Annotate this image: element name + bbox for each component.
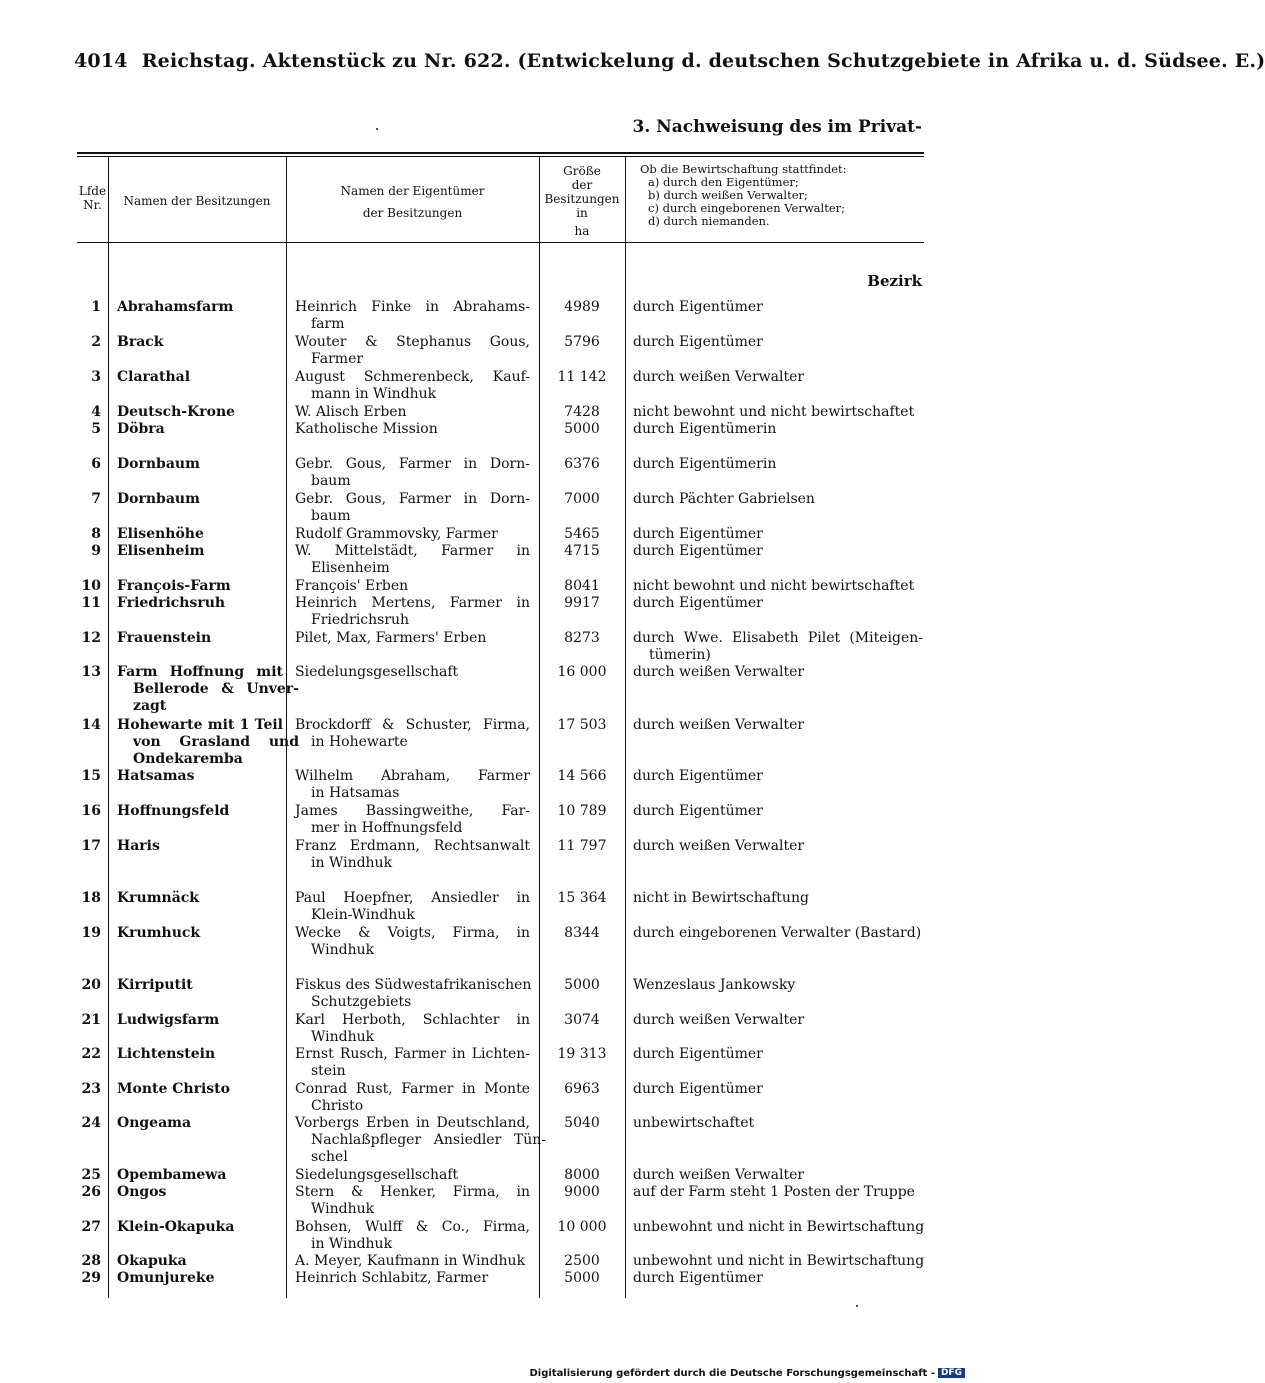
owner-name-line: W. Mittelstädt, Farmer in (295, 543, 530, 559)
management-status (633, 456, 933, 473)
owner-name-line: Nachlaßpfleger Ansiedler Tün- (311, 1132, 546, 1148)
management-line: durch Pächter Gabrielsen (633, 491, 815, 507)
owner-name (295, 1270, 535, 1287)
owner-name-line: Wilhelm Abraham, Farmer (295, 768, 530, 784)
row-number: 13 (81, 664, 101, 680)
size-ha: 10 789 (557, 803, 607, 819)
property-name-line: Ondekaremba (133, 751, 243, 767)
management-line: durch Eigentümer (633, 595, 763, 611)
owner-name-line: Ernst Rusch, Farmer in Lichten- (295, 1046, 530, 1062)
property-name-line: Hatsamas (117, 768, 195, 784)
management-status (633, 1012, 933, 1029)
management-line: durch Eigentümerin (633, 421, 777, 437)
owner-name (295, 1012, 535, 1046)
owner-name (295, 491, 535, 525)
table-top-rule-thin (77, 156, 924, 157)
row-number: 7 (91, 491, 101, 507)
owner-name-line: Windhuk (311, 942, 375, 958)
owner-name (295, 977, 535, 1011)
management-line: durch Eigentümer (633, 543, 763, 559)
property-name-line: Monte Christo (117, 1081, 230, 1097)
owner-name (295, 1167, 535, 1184)
management-status (633, 803, 933, 820)
management-status (633, 838, 933, 855)
management-line: durch Eigentümer (633, 1270, 763, 1286)
owner-name-line: A. Meyer, Kaufmann in Windhuk (295, 1253, 526, 1269)
owner-name-line: Gebr. Gous, Farmer in Dorn- (295, 456, 530, 472)
property-name-line: Friedrichsruh (117, 595, 226, 611)
management-status (633, 925, 933, 942)
owner-name-line: Christo (311, 1098, 364, 1114)
header-size: Größe der Besitzungen in ha (544, 164, 620, 238)
owner-name-line: Franz Erdmann, Rechtsanwalt (295, 838, 530, 854)
owner-name-line: Windhuk (311, 1201, 375, 1217)
management-line: unbewirtschaftet (633, 1115, 755, 1131)
owner-name-line: Siedelungsgesellschaft (295, 1167, 459, 1183)
size-ha: 2500 (564, 1253, 600, 1269)
owner-name (295, 299, 535, 333)
row-number: 6 (91, 456, 101, 472)
management-line: durch Eigentümer (633, 526, 763, 542)
owner-name (295, 1115, 546, 1166)
row-number: 17 (81, 838, 101, 854)
owner-name (295, 630, 535, 647)
property-name-line: Okapuka (117, 1253, 187, 1269)
header-owner: Namen der Eigentümer der Besitzungen (340, 184, 485, 220)
management-status (633, 1219, 933, 1236)
property-name-line: Haris (117, 838, 160, 854)
owner-name-line: schel (311, 1149, 348, 1165)
management-line: durch Eigentümer (633, 299, 763, 315)
management-line: durch eingeborenen Verwalter (Bastard) (633, 925, 922, 941)
owner-name-line: Friedrichsruh (311, 612, 410, 628)
owner-name-line: Heinrich Mertens, Farmer in (295, 595, 530, 611)
row-number: 25 (81, 1167, 101, 1183)
size-ha: 8273 (564, 630, 600, 646)
owner-name (295, 717, 535, 751)
owner-name-line: Siedelungsgesellschaft (295, 664, 459, 680)
property-name-line: François-Farm (117, 578, 231, 594)
row-number: 14 (81, 717, 101, 733)
property-name-line: Ongos (117, 1184, 167, 1200)
size-ha: 5040 (564, 1115, 600, 1131)
size-ha: 14 566 (557, 768, 607, 784)
owner-name-line: Wecke & Voigts, Firma, in (295, 925, 530, 941)
owner-name-line: Heinrich Schlabitz, Farmer (295, 1270, 489, 1286)
owner-name-line: Brockdorff & Schuster, Firma, (295, 717, 530, 733)
property-name-line: Klein-Okapuka (117, 1219, 235, 1235)
size-ha: 7000 (564, 491, 600, 507)
size-ha: 15 364 (557, 890, 607, 906)
row-number: 10 (81, 578, 101, 594)
owner-name-line: Stern & Henker, Firma, in (295, 1184, 530, 1200)
management-line: durch weißen Verwalter (633, 1012, 805, 1028)
property-name-line: Ludwigsfarm (117, 1012, 220, 1028)
district-label: Bezirk (867, 272, 922, 290)
owner-name-line: in Windhuk (311, 1236, 393, 1252)
management-status (633, 404, 933, 421)
owner-name-line: Schutzgebiets (311, 994, 412, 1010)
size-ha: 17 503 (557, 717, 607, 733)
owner-name-line: Rudolf Grammovsky, Farmer (295, 526, 498, 542)
management-line: unbewohnt und nicht in Bewirtschaftung (633, 1253, 925, 1269)
owner-name-line: Fiskus des Südwestafrikanischen (295, 977, 532, 993)
management-status (633, 299, 933, 316)
owner-name (295, 543, 535, 577)
owner-name (295, 526, 535, 543)
management-line: durch Eigentümerin (633, 456, 777, 472)
management-status (633, 977, 933, 994)
owner-name-line: August Schmerenbeck, Kauf- (295, 369, 530, 385)
owner-name-line: Elisenheim (311, 560, 390, 576)
owner-name-line: mann in Windhuk (311, 386, 437, 402)
owner-name-line: W. Alisch Erben (295, 404, 407, 420)
property-name-line: Opembamewa (117, 1167, 227, 1183)
column-divider (108, 156, 109, 1298)
owner-name-line: Paul Hoepfner, Ansiedler in (295, 890, 530, 906)
owner-name (295, 334, 535, 368)
size-ha: 16 000 (557, 664, 607, 680)
owner-name (295, 1253, 535, 1270)
size-ha: 5465 (564, 526, 600, 542)
owner-name-line: Wouter & Stephanus Gous, (295, 334, 530, 350)
property-name-line: Elisenheim (117, 543, 205, 559)
property-name-line: Ongeama (117, 1115, 192, 1131)
property-name-line: Krumhuck (117, 925, 201, 941)
management-line: durch weißen Verwalter (633, 1167, 805, 1183)
size-ha: 6963 (564, 1081, 600, 1097)
row-number: 9 (91, 543, 101, 559)
owner-name (295, 925, 535, 959)
size-ha: 9000 (564, 1184, 600, 1200)
owner-name (295, 838, 535, 872)
owner-name-line: Heinrich Finke in Abrahams- (295, 299, 530, 315)
management-line: nicht in Bewirtschaftung (633, 890, 809, 906)
owner-name-line: Karl Herboth, Schlachter in (295, 1012, 530, 1028)
row-number: 4 (91, 404, 101, 420)
management-line: tümerin) (649, 647, 711, 663)
section-title: 3. Nachweisung des im Privat- (632, 117, 922, 137)
header-management: Ob die Bewirtschaftung stattfindet: a) durch den Eigentümer; b) durch weißen Verwalter; c) durch eingeborenen Verwalter; d) durch niemanden. (640, 162, 847, 228)
print-speck (856, 1305, 858, 1307)
owner-name-line: Gebr. Gous, Farmer in Dorn- (295, 491, 530, 507)
management-status (633, 717, 933, 734)
management-line: unbewohnt und nicht in Bewirtschaftung (633, 1219, 925, 1235)
size-ha: 4715 (564, 543, 600, 559)
print-speck (376, 128, 378, 130)
owner-name-line: François' Erben (295, 578, 409, 594)
column-divider (625, 156, 626, 1298)
management-status (633, 1184, 933, 1201)
row-number: 8 (91, 526, 101, 542)
owner-name (295, 803, 535, 837)
owner-name (295, 890, 535, 924)
page-header (74, 50, 1265, 72)
owner-name-line: Bohsen, Wulff & Co., Firma, (295, 1219, 530, 1235)
owner-name (295, 1081, 535, 1115)
owner-name-line: Katholische Mission (295, 421, 438, 437)
owner-name (295, 1046, 535, 1080)
management-line: durch weißen Verwalter (633, 838, 805, 854)
owner-name-line: James Bassingweithe, Far- (295, 803, 530, 819)
page-title: Reichstag. Aktenstück zu Nr. 622. (Entwickelung d. deutschen Schutzgebiete in Afrika u. d. Südsee. E.) (141, 50, 1265, 72)
owner-name-line: mer in Hoffnungsfeld (311, 820, 463, 836)
page-number: 4014 (74, 50, 128, 72)
property-name-line: Lichtenstein (117, 1046, 216, 1062)
management-line: durch Wwe. Elisabeth Pilet (Miteigen- (633, 630, 923, 646)
owner-name-line: Vorbergs Erben in Deutschland, (295, 1115, 530, 1131)
management-line: nicht bewohnt und nicht bewirtschaftet (633, 404, 915, 420)
management-status (633, 578, 933, 595)
row-number: 22 (81, 1046, 101, 1062)
owner-name (295, 421, 535, 438)
owner-name-line: Klein-Windhuk (311, 907, 415, 923)
management-status (633, 1081, 933, 1098)
size-ha: 8041 (564, 578, 600, 594)
row-number: 18 (81, 890, 101, 906)
management-status (633, 491, 933, 508)
size-ha: 11 142 (557, 369, 607, 385)
row-number: 28 (81, 1253, 101, 1269)
management-status (633, 421, 933, 438)
row-number: 23 (81, 1081, 101, 1097)
row-number: 5 (91, 421, 101, 437)
management-line: durch weißen Verwalter (633, 717, 805, 733)
property-name-line: Hohewarte mit 1 Teil (117, 717, 283, 733)
property-name-line: Krumnäck (117, 890, 200, 906)
management-status (633, 369, 933, 386)
property-name-line: Omunjureke (117, 1270, 215, 1286)
owner-name-line: Farmer (311, 351, 364, 367)
row-number: 1 (91, 299, 101, 315)
management-line: durch Eigentümer (633, 334, 763, 350)
management-line: durch Eigentümer (633, 1046, 763, 1062)
digitization-footer (529, 1368, 965, 1379)
management-line: durch Eigentümer (633, 768, 763, 784)
management-status (633, 543, 933, 560)
owner-name (295, 1184, 535, 1218)
row-number: 21 (81, 1012, 101, 1028)
property-name-line: von Grasland und (133, 734, 299, 750)
table-header-rule (77, 242, 924, 243)
owner-name-line: baum (311, 473, 351, 489)
management-status (633, 526, 933, 543)
owner-name (295, 578, 535, 595)
management-status (633, 1115, 933, 1132)
management-status (633, 1253, 933, 1270)
row-number: 26 (81, 1184, 101, 1200)
property-name-line: zagt (133, 698, 167, 714)
size-ha: 4989 (564, 299, 600, 315)
size-ha: 9917 (564, 595, 600, 611)
owner-name (295, 768, 535, 802)
management-status (633, 595, 933, 612)
property-name-line: Dornbaum (117, 491, 200, 507)
header-nr: Lfde Nr. (78, 184, 107, 212)
owner-name (295, 369, 535, 403)
row-number: 24 (81, 1115, 101, 1131)
row-number: 16 (81, 803, 101, 819)
size-ha: 8344 (564, 925, 600, 941)
management-status (633, 890, 933, 907)
dfg-logo: DFG (938, 1368, 965, 1378)
owner-name-line: stein (311, 1063, 346, 1079)
property-name-line: Deutsch-Krone (117, 404, 236, 420)
owner-name (295, 664, 535, 681)
owner-name-line: baum (311, 508, 351, 524)
size-ha: 11 797 (557, 838, 607, 854)
property-name-line: Hoffnungsfeld (117, 803, 230, 819)
property-name-line: Clarathal (117, 369, 191, 385)
owner-name-line: Pilet, Max, Farmers' Erben (295, 630, 487, 646)
management-status (633, 768, 933, 785)
row-number: 29 (81, 1270, 101, 1286)
management-line: auf der Farm steht 1 Posten der Truppe (633, 1184, 915, 1200)
property-name-line: Döbra (117, 421, 165, 437)
size-ha: 5796 (564, 334, 600, 350)
management-status (633, 630, 933, 664)
property-name-line: Bellerode & Unver- (133, 681, 299, 697)
owner-name-line: Conrad Rust, Farmer in Monte (295, 1081, 530, 1097)
property-name-line: Brack (117, 334, 164, 350)
size-ha: 7428 (564, 404, 600, 420)
management-status (633, 334, 933, 351)
footer-text: Digitalisierung gefördert durch die Deutsche Forschungsgemeinschaft - (529, 1368, 935, 1379)
management-line: Wenzeslaus Jankowsky (633, 977, 796, 993)
owner-name-line: in Windhuk (311, 855, 393, 871)
property-name-line: Abrahamsfarm (117, 299, 234, 315)
table-top-rule (77, 152, 924, 154)
row-number: 27 (81, 1219, 101, 1235)
property-name-line: Frauenstein (117, 630, 212, 646)
size-ha: 5000 (564, 1270, 600, 1286)
size-ha: 5000 (564, 421, 600, 437)
owner-name (295, 404, 535, 421)
size-ha: 6376 (564, 456, 600, 472)
row-number: 3 (91, 369, 101, 385)
size-ha: 5000 (564, 977, 600, 993)
owner-name-line: Windhuk (311, 1029, 375, 1045)
owner-name-line: in Hohewarte (311, 734, 408, 750)
owner-name (295, 1219, 535, 1253)
property-name-line: Elisenhöhe (117, 526, 204, 542)
property-name-line: Dornbaum (117, 456, 200, 472)
management-line: nicht bewohnt und nicht bewirtschaftet (633, 578, 915, 594)
management-status (633, 1270, 933, 1287)
management-status (633, 1046, 933, 1063)
row-number: 11 (81, 595, 101, 611)
header-name: Namen der Besitzungen (123, 194, 271, 208)
row-number: 12 (81, 630, 101, 646)
management-line: durch weißen Verwalter (633, 369, 805, 385)
owner-name-line: in Hatsamas (311, 785, 400, 801)
property-name-line: Kirriputit (117, 977, 193, 993)
row-number: 2 (91, 334, 101, 350)
management-line: durch Eigentümer (633, 1081, 763, 1097)
size-ha: 3074 (564, 1012, 600, 1028)
size-ha: 8000 (564, 1167, 600, 1183)
size-ha: 10 000 (557, 1219, 607, 1235)
owner-name-line: farm (311, 316, 345, 332)
property-name-line: Farm Hoffnung mit (117, 664, 283, 680)
owner-name (295, 456, 535, 490)
management-line: durch Eigentümer (633, 803, 763, 819)
management-status (633, 1167, 933, 1184)
row-number: 19 (81, 925, 101, 941)
management-line: durch weißen Verwalter (633, 664, 805, 680)
row-number: 15 (81, 768, 101, 784)
management-status (633, 664, 933, 681)
owner-name (295, 595, 535, 629)
size-ha: 19 313 (557, 1046, 607, 1062)
row-number: 20 (81, 977, 101, 993)
